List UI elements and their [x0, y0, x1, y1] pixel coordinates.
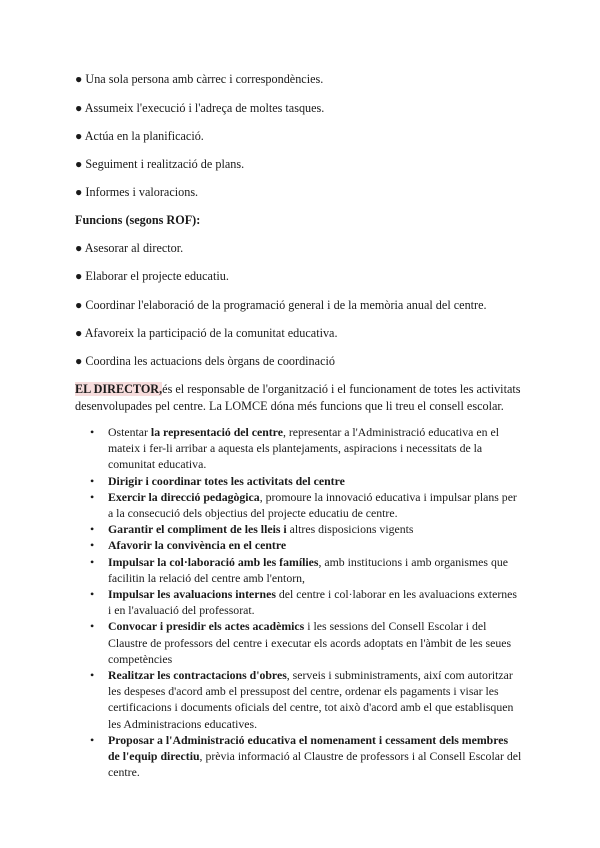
list-item: • Exercir la direcció pedagògica, promoure la innovació educativa i impulsar plans per a la consecució dels objectius del projecte educatiu de centre.: [108, 489, 522, 521]
director-intro-paragraph: [75, 381, 525, 414]
rof-bullet: ● Elaborar el projecte educatiu.: [75, 269, 229, 283]
bullet-line: ● Actúa en la planificació.: [75, 129, 204, 143]
bullet-line: ● Una sola persona amb càrrec i correspondències.: [75, 72, 324, 86]
rof-bullet: ● Asesorar al director.: [75, 241, 184, 255]
bullet-line: ● Seguiment i realització de plans.: [75, 157, 245, 171]
list-item: • Garantir el compliment de les lleis i altres disposicions vigents: [108, 521, 522, 537]
list-item: • Impulsar les avaluacions internes del centre i col·laborar en les avaluacions externes i en l'avaluació del professorat.: [108, 586, 522, 618]
list-item: • Convocar i presidir els actes acadèmics i les sessions del Consell Escolar i del Claustre de professors del centre i executar els acords adoptats en l'àmbit de les seues competències: [108, 618, 522, 667]
rof-bullet: ● Coordina les actuacions dels òrgans de coordinació: [75, 354, 335, 368]
list-item: • Ostentar la representació del centre, representar a l'Administració educativa en el mateix i fer-li arribar a aquesta els plantejaments, aspiracions i necessitats de la comunitat educativa.: [108, 424, 522, 473]
list-item: • Afavorir la convivència en el centre: [108, 537, 522, 553]
list-item: • Dirigir i coordinar totes les activitats del centre: [108, 473, 522, 489]
director-functions-list: [108, 424, 522, 780]
list-item: • Proposar a l'Administració educativa el nomenament i cessament dels membres de l'equip directiu, prèvia informació al Claustre de professors i al Consell Escolar del centre.: [108, 732, 522, 781]
director-intro-text: és el responsable de l'organització i el funcionament de totes les activitats desenvolupades pel centre. La LOMCE dóna més funcions que li treu el consell escolar.: [75, 382, 521, 413]
rof-bullet: ● Afavoreix la participació de la comunitat educativa.: [75, 326, 338, 340]
bullet-line: ● Informes i valoracions.: [75, 185, 199, 199]
list-item: • Realitzar les contractacions d'obres, serveis i subministraments, així com autoritzar les despeses d'acord amb el pressupost del centre, ordenar els pagaments i visar les certificacions i documents oficials del centre, tot això d'acord amb el que establisquen les Administracions educatives.: [108, 667, 522, 732]
functions-heading: Funcions (segons ROF):: [75, 213, 201, 227]
list-item: • Impulsar la col·laboració amb les famílies, amb institucions i amb organismes que facilitin la relació del centre amb l'entorn,: [108, 554, 522, 586]
rof-bullet: ● Coordinar l'elaboració de la programació general i de la memòria anual del centre.: [75, 298, 487, 312]
director-label: EL DIRECTOR,: [75, 382, 163, 396]
bullet-line: ● Assumeix l'execució i l'adreça de moltes tasques.: [75, 101, 325, 115]
